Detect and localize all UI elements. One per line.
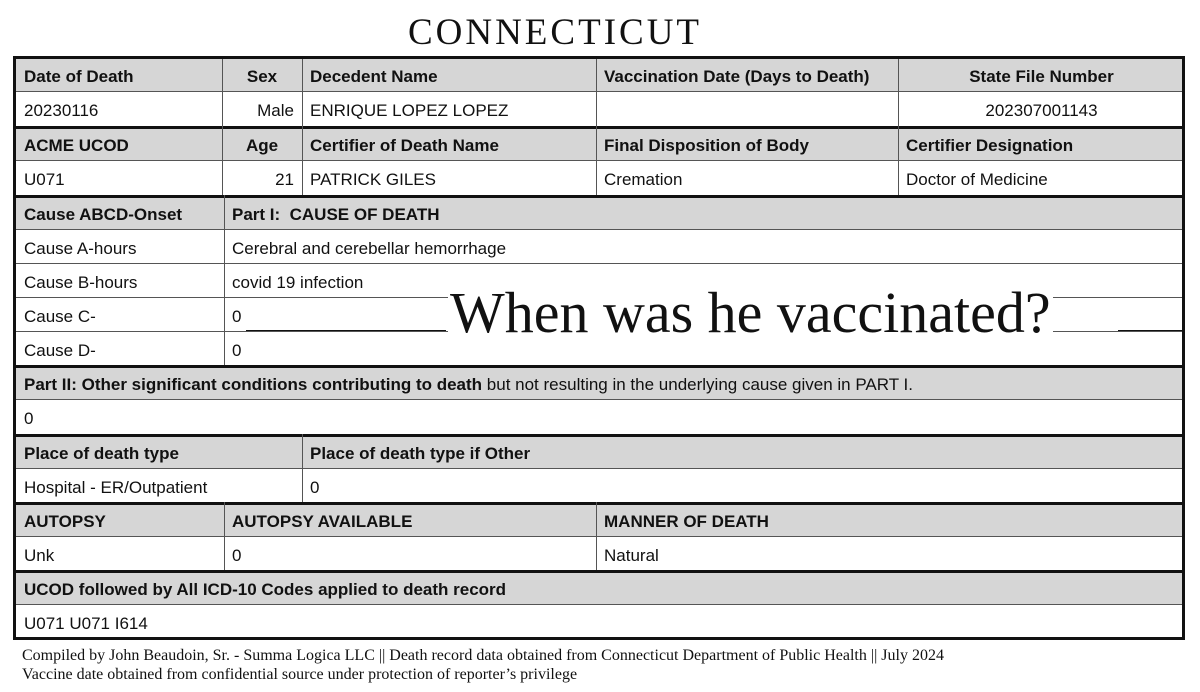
overlay-underline-left <box>246 330 446 331</box>
date-of-death-value: 20230116 <box>24 101 99 120</box>
autopsy-available-header: AUTOPSY AVAILABLE <box>232 512 413 531</box>
place-other-value: 0 <box>310 478 320 497</box>
icd-codes-value: U071 U071 I614 <box>24 614 148 633</box>
divider <box>302 434 303 502</box>
divider <box>16 91 1182 92</box>
cause-d-label: Cause D- <box>24 341 96 360</box>
part-ii-value: 0 <box>24 409 34 428</box>
decedent-name-header: Decedent Name <box>310 67 438 86</box>
place-of-death-header: Place of death type <box>24 444 179 463</box>
certifier-name-value: PATRICK GILES <box>310 170 436 189</box>
divider <box>16 399 1182 400</box>
certifier-designation-header: Certifier Designation <box>906 136 1074 155</box>
autopsy-available-value: 0 <box>232 546 242 565</box>
part-ii-header-rest: but not resulting in the underlying cause given in PART I. <box>482 375 913 394</box>
divider <box>224 502 225 570</box>
final-disposition-value: Cremation <box>604 170 683 189</box>
divider <box>596 59 597 195</box>
overlay-underline-right <box>1118 330 1182 331</box>
acme-ucod-header: ACME UCOD <box>24 136 129 155</box>
decedent-name-value: ENRIQUE LOPEZ LOPEZ <box>310 101 509 120</box>
cause-a-label: Cause A-hours <box>24 239 137 258</box>
cause-c-value: 0 <box>232 307 242 326</box>
footer-line-1: Compiled by John Beaudoin, Sr. - Summa Logica LLC || Death record data obtained from Connecticut Department of Public Health || July 2024 <box>22 647 944 664</box>
certifier-name-header: Certifier of Death Name <box>310 136 499 155</box>
divider <box>16 365 1182 368</box>
divider <box>16 502 1182 505</box>
header-band-place <box>16 436 1182 468</box>
acme-ucod-value: U071 <box>24 170 65 189</box>
place-of-death-value: Hospital - ER/Outpatient <box>24 478 208 497</box>
divider <box>16 160 1182 161</box>
state-file-number-header: State File Number <box>969 67 1114 86</box>
divider <box>16 229 1182 230</box>
manner-of-death-header: MANNER OF DEATH <box>604 512 769 531</box>
divider <box>16 604 1182 605</box>
part-ii-header-bold: Part II: Other significant conditions contributing to death <box>24 375 483 394</box>
page-title: CONNECTICUT <box>407 12 703 53</box>
cause-of-death-header: Part I: CAUSE OF DEATH <box>232 205 440 224</box>
divider <box>16 434 1182 437</box>
state-file-number-value: 202307001143 <box>985 101 1098 120</box>
header-band-autopsy <box>16 504 1182 536</box>
place-other-header: Place of death type if Other <box>310 444 531 463</box>
divider <box>16 126 1182 129</box>
divider <box>224 195 225 365</box>
cause-c-label: Cause C- <box>24 307 96 326</box>
cause-a-value: Cerebral and cerebellar hemorrhage <box>232 239 507 258</box>
divider <box>302 59 303 195</box>
sex-value: Male <box>257 101 294 120</box>
footer-line-2: Vaccine date obtained from confidential source under protection of reporter’s privilege <box>22 666 578 683</box>
certifier-designation-value: Doctor of Medicine <box>906 170 1048 189</box>
age-value: 21 <box>275 170 294 189</box>
cause-d-value: 0 <box>232 341 242 360</box>
divider <box>16 263 1182 264</box>
vaccination-date-header: Vaccination Date (Days to Death) <box>604 67 870 86</box>
manner-of-death-value: Natural <box>604 546 659 565</box>
part-ii-header <box>24 376 913 393</box>
date-of-death-header: Date of Death <box>24 67 134 86</box>
divider <box>16 195 1182 198</box>
header-band-cause <box>16 197 1182 229</box>
cause-b-value: covid 19 infection <box>232 273 364 292</box>
cause-b-label: Cause B-hours <box>24 273 138 292</box>
final-disposition-header: Final Disposition of Body <box>604 136 809 155</box>
divider <box>596 502 597 570</box>
divider <box>16 468 1182 469</box>
divider <box>16 570 1182 573</box>
cause-onset-header: Cause ABCD-Onset <box>24 205 183 224</box>
icd-codes-header: UCOD followed by All ICD-10 Codes applied to death record <box>24 580 507 599</box>
age-header: Age <box>245 136 279 155</box>
autopsy-header: AUTOPSY <box>24 512 106 531</box>
overlay-question: When was he vaccinated? <box>450 280 1051 345</box>
death-record-form <box>13 56 1185 640</box>
divider <box>16 536 1182 537</box>
sex-header: Sex <box>246 67 278 86</box>
autopsy-value: Unk <box>24 546 55 565</box>
